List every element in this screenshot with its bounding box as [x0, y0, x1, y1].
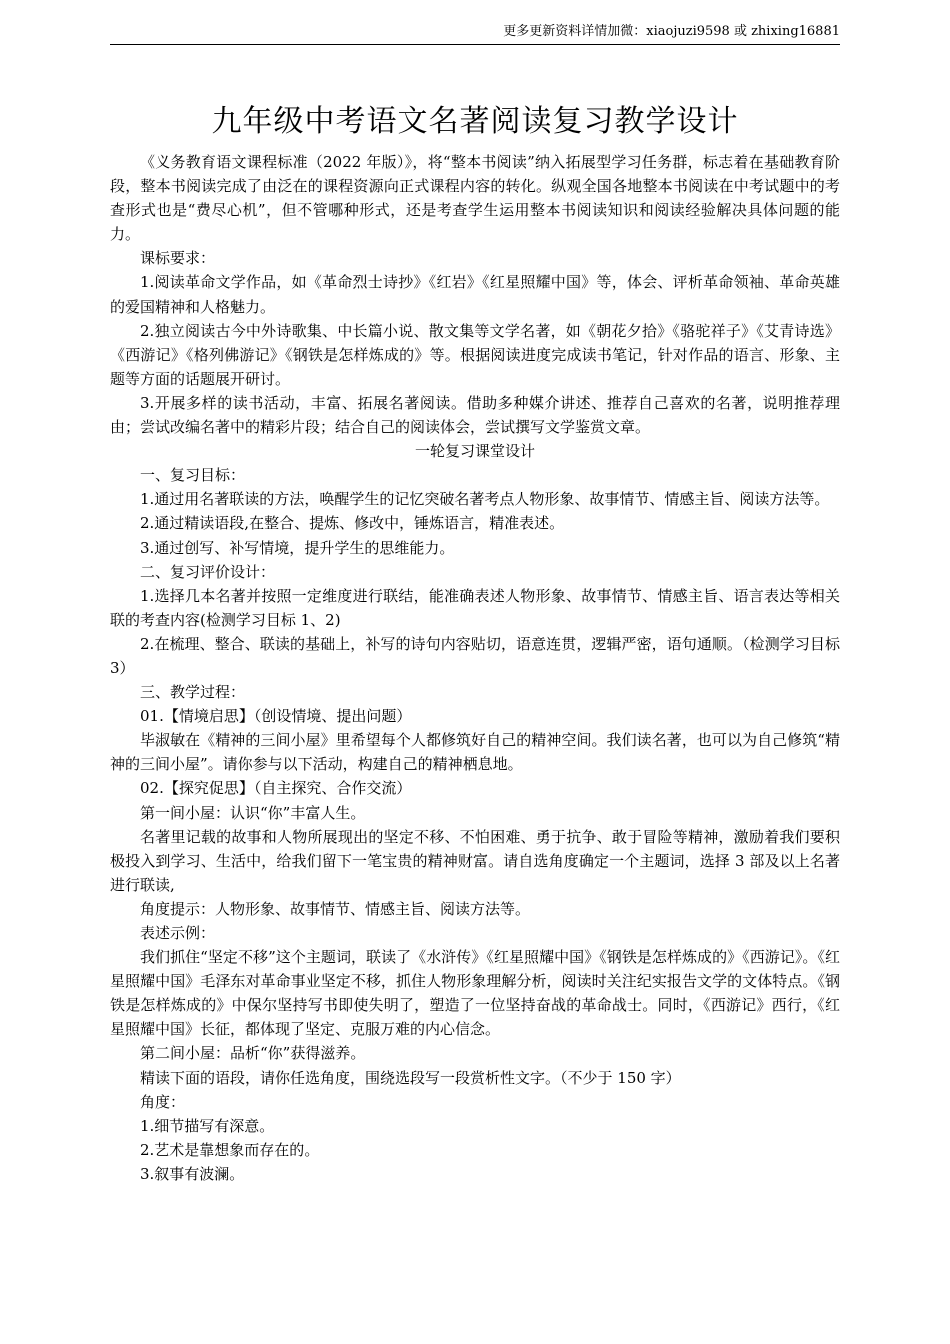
paragraph-angle-hint: 角度提示：人物形象、故事情节、情感主旨、阅读方法等。 — [140, 899, 531, 918]
paragraph-goals-heading: 一、复习目标： — [140, 466, 246, 485]
paragraph-example-heading: 表述示例： — [140, 924, 216, 942]
paragraph-step-01-text: 毕淑敏在《精神的三间小屋》里希望每个人都修筑好自己的精神空间。我们读名著，也可以为自己修筑“精神的三间小屋”。请你参与以下活动，构建自己的精神栖息地。 — [110, 731, 840, 774]
paragraph-angles-heading: 角度： — [140, 1092, 186, 1111]
paragraph-room-1-text: 名著里记载的故事和人物所展现出的坚定不移、不怕困难、勇于抗争、敢于冒险等精神，激励着我们要积极投入到学习、生活中，给我们留下一笔宝贵的精神财富。请自选角度确定一个主题词，选择 3 部及以上名著进行联读, — [110, 827, 840, 894]
paragraph-standard-3: 3.开展多样的读书活动，丰富、拓展名著阅读。借助多种媒介讲述、推荐自己喜欢的名著，说明推荐理由；尝试改编名著中的精彩片段；结合自己的阅读体会，尝试撰写文学鉴赏文章。 — [110, 393, 840, 437]
paragraph-angle-1: 1.细节描写有深意。 — [140, 1116, 275, 1135]
paragraph-room-1: 第一间小屋：认识“你”丰富人生。 — [140, 803, 366, 822]
section-heading-lesson-design: 一轮复习课堂设计 — [414, 442, 535, 461]
paragraph-goal-1: 1.通过用名著联读的方法，唤醒学生的记忆突破名著考点人物形象、故事情节、情感主旨、阅读方法等。 — [140, 490, 830, 509]
paragraph-room-2: 第二间小屋：品析“你”获得滋养。 — [140, 1044, 366, 1063]
paragraph-example-text: 我们抓住“坚定不移”这个主题词，联读了《水浒传》《红星照耀中国》《钢铁是怎样炼成的》《西游记》。《红星照耀中国》毛泽东对革命事业坚定不移，抓住人物形象理解分析，阅读时关注纪实报告文学的文体特点。《钢铁是怎样炼成的》中保尔坚持写书即使失明了，塑造了一位坚持奋战的革命战士。同时，《西游记》西行，《红星照耀中国》长征，都体现了坚定、克服万难的内心信念。 — [110, 948, 840, 1039]
page-header: 更多更新资料详情加微：xiaojuzi9598 或 zhixing16881 — [110, 22, 840, 45]
paragraph-evaluation-heading: 二、复习评价设计： — [140, 562, 276, 581]
paragraph-standard-2: 2.独立阅读古今中外诗歌集、中长篇小说、散文集等文学名著，如《朝花夕拾》《骆驼祥子》《艾青诗选》《西游记》《格列佛游记》《钢铁是怎样炼成的》等。根据阅读进度完成读书笔记，针对作品的语言、形象、主题等方面的话题展开研讨。 — [110, 321, 840, 388]
paragraph-goal-3: 3.通过创写、补写情境，提升学生的思维能力。 — [140, 538, 455, 557]
paragraph-process-heading: 三、教学过程： — [140, 683, 246, 702]
paragraph-standard-1: 1.阅读革命文学作品，如《革命烈士诗抄》《红岩》《红星照耀中国》等，体会、评析革命领袖、革命英雄的爱国精神和人格魅力。 — [110, 273, 840, 316]
paragraph-room-2-task: 精读下面的语段，请你任选角度，围绕选段写一段赏析性文字。（不少于 150 字） — [140, 1068, 681, 1087]
paragraph-angle-3: 3.叙事有波澜。 — [140, 1164, 245, 1183]
paragraph-intro: 《义务教育语文课程标准（2022 年版）》，将“整本书阅读”纳入拓展型学习任务群，标志着在基础教育阶段，整本书阅读完成了由泛在的课程资源向正式课程内容的转化。纵观全国各地整本书阅读在中考试题中的考查形式也是“费尽心机”，但不管哪种形式，还是考查学生运用整本书阅读知识和阅读经验解决具体问题的能力。 — [110, 153, 840, 244]
paragraph-evaluation-1: 1.选择几本名著并按照一定维度进行联结，能准确表述人物形象、故事情节、情感主旨、语言表达等相关联的考查内容(检测学习目标 1、2) — [110, 586, 840, 629]
page-title: 九年级中考语文名著阅读复习教学设计 — [211, 104, 739, 139]
paragraph-goal-2: 2.通过精读语段,在整合、提炼、修改中，锤炼语言，精准表述。 — [140, 514, 565, 533]
paragraph-angle-2: 2.艺术是靠想象而存在的。 — [140, 1140, 320, 1159]
paragraph-step-01: 01.【情境启思】（创设情境、提出问题） — [140, 707, 412, 726]
paragraph-step-02: 02.【探究促思】（自主探究、合作交流） — [140, 779, 412, 798]
paragraph-standards-heading: 课标要求： — [140, 249, 216, 268]
paragraph-evaluation-2: 2.在梳理、整合、联读的基础上，补写的诗句内容贴切，语意连贯，逻辑严密，语句通顺。（检测学习目标 3） — [110, 634, 840, 677]
document-body — [110, 150, 840, 1186]
